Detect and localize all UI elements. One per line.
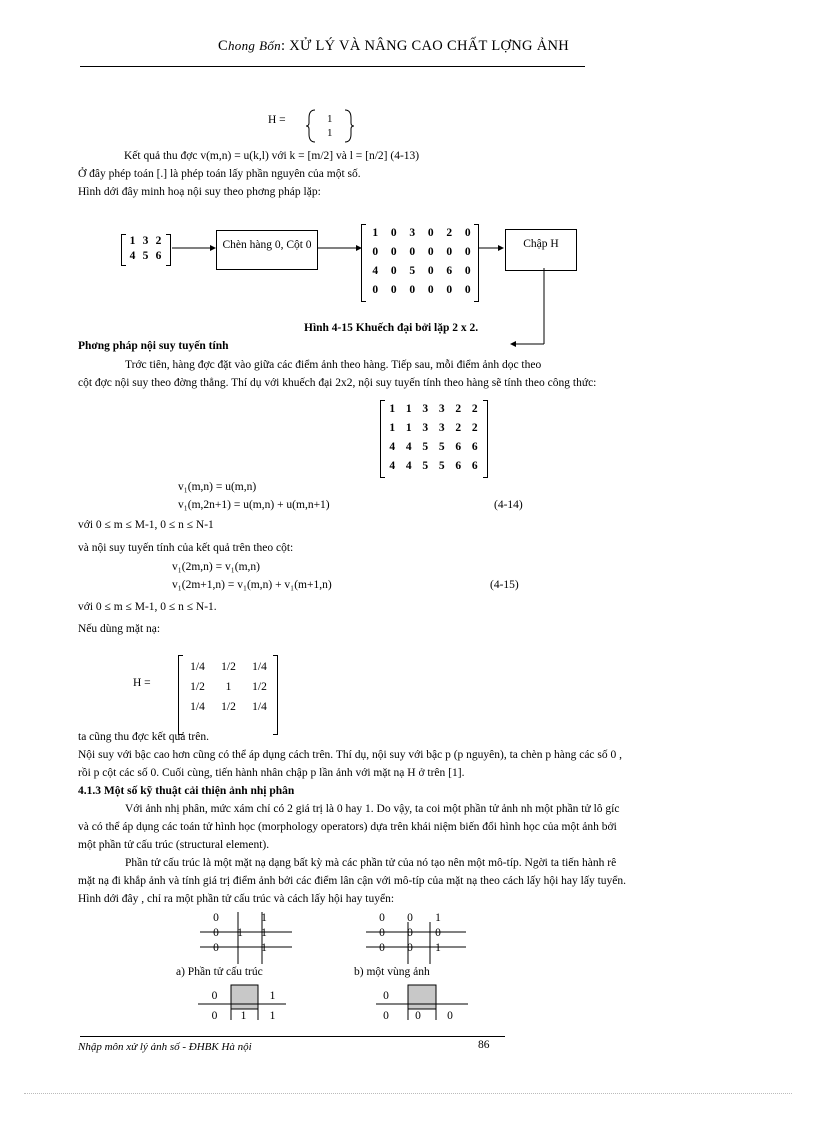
matrix-cell: 2 [446,227,453,239]
matrix-cell: 0 [383,990,389,1002]
matrix-cell: 0 [447,1010,453,1022]
linear-line-5: ta cũng thu đợc kết quả trên. [78,731,209,743]
matrix-cell: 0 [464,227,471,239]
matrix-cell: 1 [389,422,396,434]
matrix-cell: 0 [464,284,471,296]
matrix-cell: 1/4 [190,701,205,713]
matrix-cell: 3 [422,403,429,415]
h-row-2: 1 [327,127,333,139]
matrix-cell: 0 [407,912,413,924]
matrix-cell: 0 [409,246,416,258]
eq-2-number: (4-14) [494,499,523,511]
eq-4: v₁(2m+1,n) = v₁(m,n) + v₁(m+1,n) [172,579,332,591]
matrix-cell: 1 [261,942,267,954]
matrix-cell: 0 [383,1010,389,1022]
convolve-label: Chập H [523,238,559,250]
matrix-cell: 0 [409,284,416,296]
mask-label: H = [133,677,151,689]
section-title-413: 4.1.3 Một số kỹ thuật cải thiện ảnh nhị phân [78,785,295,797]
s413-line-3: một phần tử cấu trúc (structural element). [78,839,270,851]
image-region-grid [368,911,452,956]
matrix-cell: 5 [409,265,416,277]
matrix-cell: 1/2 [221,701,236,713]
matrix-cell: 0 [379,942,385,954]
structuring-element-grid [204,911,276,956]
matrix-cell: 0 [415,1010,421,1022]
matrix-cell: 0 [372,284,379,296]
matrix-cell: 1 [405,403,412,415]
matrix-cell: 2 [471,403,478,415]
condition-1: với 0 ≤ m ≤ M-1, 0 ≤ n ≤ N-1 [78,519,214,531]
matrix-cell: 1 [435,942,441,954]
page-edge [24,1092,792,1094]
section-title-linear: Phơng pháp nội suy tuyến tính [78,340,229,352]
h-label: H = [268,114,286,126]
matrix-row [182,657,275,677]
matrix-cell [402,986,434,1006]
header-title: : XỬ LÝ VÀ NÂNG CAO CHẤT LỢNG ẢNH [280,38,570,54]
matrix-cell: 0 [390,284,397,296]
matrix-row [366,281,477,300]
matrix-cell: 0 [446,284,453,296]
matrix-cell: 1 [129,235,136,247]
matrix-cell: 1 [261,927,267,939]
matrix-cell: 0 [427,265,434,277]
matrix-cell: 1 [372,227,379,239]
matrix-cell: 6 [471,460,478,472]
header-prefix: C [218,38,228,54]
matrix-cell: 0 [435,927,441,939]
matrix-cell: 4 [129,250,136,262]
matrix-row [204,926,276,941]
matrix-cell: 5 [438,441,445,453]
matrix-cell: 1/2 [221,661,236,673]
matrix-row [384,400,483,419]
matrix-cell: 4 [389,441,396,453]
matrix-cell: 0 [379,912,385,924]
matrix-cell: 0 [390,265,397,277]
matrix-cell: 2 [455,422,462,434]
matrix-cell: 1/2 [190,681,205,693]
matrix-row [368,941,452,956]
matrix-cell: 3 [142,235,149,247]
input-matrix [126,234,165,264]
header-italic-1: hong [227,38,256,53]
matrix-cell: 0 [464,265,471,277]
matrix-row [366,243,477,262]
matrix-row [370,986,466,1006]
grid-a-caption: a) Phần tử cấu trúc [176,966,263,978]
matrix-cell: 1 [405,422,412,434]
linear-line-6: Nội suy với bậc cao hơn cũng có thể áp dụng cách trên. Thí dụ, nội suy với bậc p (p nguyên), ta chèn p hàng các số 0 , [78,749,623,761]
matrix-row [126,234,165,249]
matrix-cell: 5 [422,441,429,453]
para-floor: Ở đây phép toán [.] là phép toán lấy phần nguyên của một số. [78,168,361,180]
header-rule [80,66,585,67]
matrix-cell: 4 [405,460,412,472]
matrix-row [182,697,275,717]
matrix-cell: 3 [438,403,445,415]
matrix-cell: 6 [455,441,462,453]
matrix-row [384,438,483,457]
matrix-cell: 3 [409,227,416,239]
matrix-row [384,419,483,438]
h-row-1: 1 [327,113,333,125]
linear-line-3: và nội suy tuyến tính của kết quả trên theo cột: [78,542,294,554]
convolve-box [505,229,577,271]
matrix-cell: 1/4 [252,661,267,673]
chapter-header [218,38,569,55]
matrix-cell: 4 [405,441,412,453]
matrix-cell: 1 [261,912,267,924]
matrix-cell: 1/2 [252,681,267,693]
matrix-cell: 1/4 [252,701,267,713]
matrix-cell: 1 [389,403,396,415]
matrix-row [368,911,452,926]
matrix-row [366,224,477,243]
matrix-row [368,926,452,941]
grid-b-caption: b) một vùng ảnh [354,966,430,978]
matrix-cell: 0 [213,942,219,954]
insert-zero-box [216,230,318,270]
matrix-cell: 1 [225,681,232,693]
matrix-cell: 5 [438,460,445,472]
para-result: Kết quả thu đợc v(m,n) = u(k,l) với k = [m/2] và l = [n/2] (4-13) [124,150,420,162]
s413-line-1: Với ảnh nhị phân, mức xám chỉ có 2 giá trị là 0 hay 1. Do vậy, ta coi một phần tử ảnh nh một phần tử lô gíc [125,803,620,815]
matrix-cell: 2 [471,422,478,434]
matrix-cell [228,911,252,926]
matrix-cell: 0 [427,246,434,258]
linear-bracket-right [483,400,488,478]
matrix-cell: 6 [455,460,462,472]
matrix-cell: 6 [155,250,162,262]
matrix-cell: 0 [213,927,219,939]
matrix-cell: 0 [211,1010,218,1022]
matrix-cell: 1 [269,990,276,1002]
page-number: 86 [478,1039,490,1051]
matrix-cell: 1/4 [190,661,205,673]
figure-caption: Hình 4-15 Khuếch đại bởi lặp 2 x 2. [304,322,479,334]
matrix-cell: 5 [142,250,149,262]
linear-line-4: Nếu dùng mặt nạ: [78,623,161,635]
linear-line-7: rồi p cột các số 0. Cuối cùng, tiến hành nhân chập p lần ảnh với mặt nạ H ở trên [1]. [78,767,465,779]
matrix-cell: 1 [237,927,243,939]
matrix-cell: 0 [407,927,413,939]
matrix-row [200,1006,287,1026]
s413-line-5: mặt nạ đi khắp ảnh và tính giá trị điểm ảnh bởi các điểm lân cận với mô-típ của mặt nạ theo cách lấy hội hay lấy tuyển. [78,875,627,887]
footer-left: Nhập môn xử lý ảnh số - ĐHBK Hà nội [78,1041,252,1053]
linear-line-2: cột đợc nội suy theo đờng thẳng. Thí dụ với khuếch đại 2x2, nội suy tuyến tính theo hàng sẽ tính theo công thức: [78,377,597,389]
matrix-cell: 1 [435,912,441,924]
h-brace-matrix [305,108,355,144]
matrix-row [366,262,477,281]
matrix-cell: 0 [427,227,434,239]
lower-grid-c [200,986,287,1026]
matrix-cell [229,986,258,1006]
matrix-cell: 6 [446,265,453,277]
s413-line-4: Phần tử cấu trúc là một mặt nạ dạng bất kỳ mà các phần tử của nó tạo nên một mô-típ. Ngời ta tiến hành rê [125,857,617,869]
para-figure-intro: Hình dới đây minh hoạ nội suy theo phơng pháp lặp: [78,186,321,198]
matrix-cell: 2 [455,403,462,415]
matrix-cell: 0 [390,227,397,239]
matrix-cell: 6 [471,441,478,453]
eq-3: v₁(2m,n) = v₁(m,n) [172,561,260,573]
zero-matrix [366,224,477,300]
eq-4-number: (4-15) [490,579,519,591]
matrix-cell: 0 [407,942,413,954]
lower-grid-d [370,986,466,1026]
matrix-cell [228,941,252,956]
mask-matrix [182,657,275,717]
matrix-cell: 4 [389,460,396,472]
matrix-cell: 0 [379,927,385,939]
matrix-cell: 0 [464,246,471,258]
eq-1: v₁(m,n) = u(m,n) [178,481,257,493]
matrix-cell: 5 [422,460,429,472]
matrix-row [126,249,165,264]
matrix-cell: 0 [427,284,434,296]
matrix-cell: 0 [390,246,397,258]
matrix-row [200,986,287,1006]
matrix-row [204,941,276,956]
eq-2: v₁(m,2n+1) = u(m,n) + u(m,n+1) [178,499,330,511]
s413-line-2: và có thể áp dụng các toán tử hình học (morphology operators) dựa trên khái niệm biến đổi hình học của một ảnh bởi [78,821,617,833]
matrix-cell: 0 [372,246,379,258]
footer-rule [80,1036,505,1037]
matrix-cell: 4 [372,265,379,277]
matrix-row [182,677,275,697]
insert-zero-label: Chèn hàng 0, Cột 0 [222,239,312,251]
s413-line-6: Hình dới đây , chỉ ra một phần tử cấu trúc và cách lấy hội hay tuyển: [78,893,395,905]
condition-2: với 0 ≤ m ≤ M-1, 0 ≤ n ≤ N-1. [78,601,217,613]
matrix-cell: 1 [240,1010,247,1022]
matrix-cell: 2 [155,235,162,247]
matrix-row [370,1006,466,1026]
header-italic-2: Bốn [259,38,281,53]
matrix-row [204,911,276,926]
matrix-row [384,457,483,476]
matrix-cell: 0 [446,246,453,258]
matrix-cell: 0 [213,912,219,924]
linear-line-1: Trớc tiên, hàng đợc đặt vào giữa các điểm ảnh theo hàng. Tiếp sau, mỗi điểm ảnh dọc theo [125,359,542,371]
linear-matrix [384,400,483,476]
matrix-cell: 3 [422,422,429,434]
matrix-cell: 3 [438,422,445,434]
matrix-cell: 0 [211,990,218,1002]
matrix-cell: 1 [269,1010,276,1022]
